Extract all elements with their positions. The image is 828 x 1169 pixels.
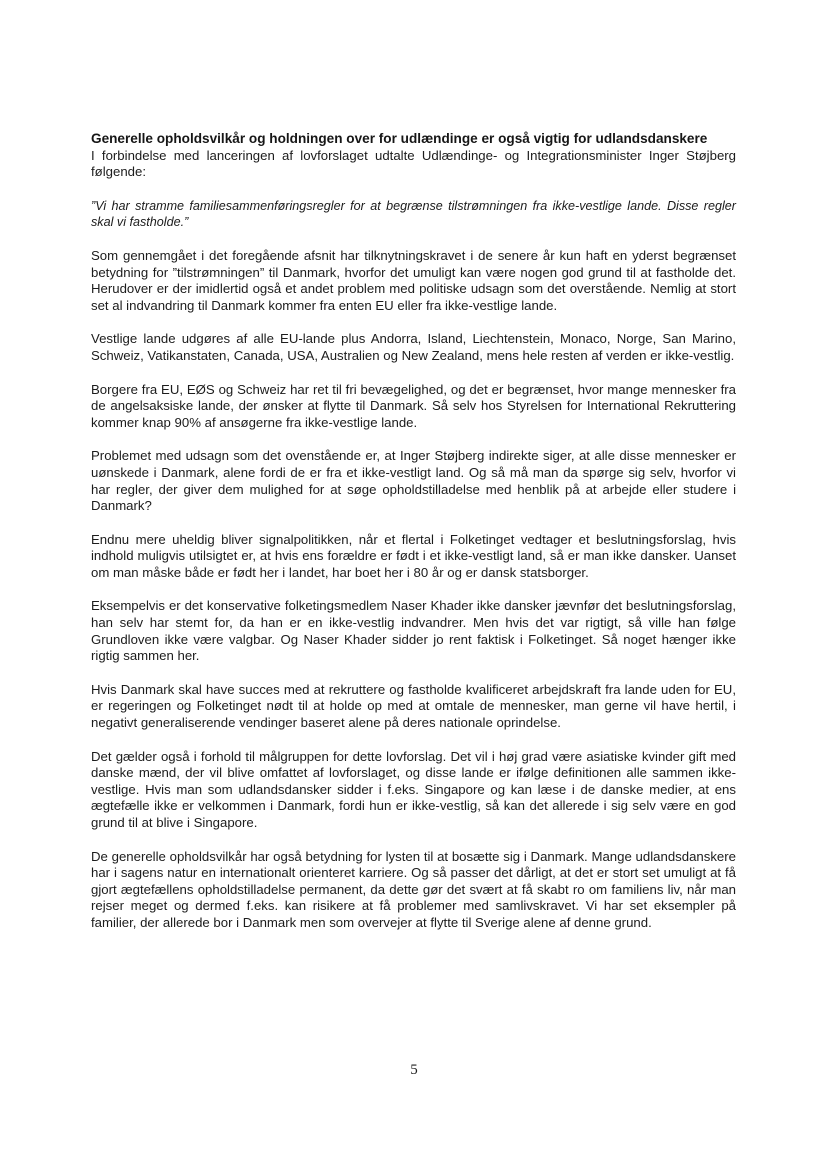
section-heading: Generelle opholdsvilkår og holdningen over for udlændinge er også vigtig for udlandsdanskere: [91, 131, 708, 146]
paragraph: Problemet med udsagn som det ovenstående er, at Inger Støjberg indirekte siger, at alle disse mennesker er uønskede i Danmark, alene fordi de er fra et ikke-vestligt land. Og så må man da spørge sig selv, hvorfor vi har regler, der giver dem mulighed for at søge opholdstilladelse med henblik på at arbejde eller studere i Danmark?: [91, 448, 736, 514]
page-number: 5: [410, 1062, 418, 1078]
paragraph-quote: ”Vi har stramme familiesammenføringsregler for at begrænse tilstrømningen fra ikke-vestlige lande. Disse regler skal vi fastholde.”: [91, 198, 736, 230]
paragraph: Endnu mere uheldig bliver signalpolitikken, når et flertal i Folketinget vedtager et beslutningsforslag, hvis indhold muligvis utilsigtet er, at hvis ens forældre er født i et ikke-vestligt land, så er man ikke dansker. Uanset om man måske både er født her i landet, har boet her i 80 år og er dansk statsborger.: [91, 531, 736, 580]
document-body: [91, 131, 736, 949]
paragraph-intro: I forbindelse med lanceringen af lovforslaget udtalte Udlændinge- og Integrationsminister Inger Støjberg følgende:: [91, 147, 736, 180]
paragraph: Det gælder også i forhold til målgruppen for dette lovforslag. Det vil i høj grad være asiatiske kvinder gift med danske mænd, der vil blive omfattet af lovforslaget, og disse lande er ifølge definitionen alle sammen ikke-vestlige. Hvis man som udlandsdansker sidder i f.eks. Singapore og kan læse i de danske medier, at ens ægtefælle ikke er velkommen i Danmark, fordi hun er ikke-vestlig, så kan det allerede i sig selv være en god grund til at blive i Singapore.: [91, 748, 736, 830]
paragraph: De generelle opholdsvilkår har også betydning for lysten til at bosætte sig i Danmark. Mange udlandsdanskere har i sagens natur en internationalt orienteret karriere. Og så passer det dårligt, at det er stort set umuligt at få gjort ægtefællens opholdstilladelse permanent, da dette gør det svært at få skabt ro om familiens liv, når man rejser meget og dermed f.eks. kan risikere at få problemer med samlivskravet. Vi har set eksempler på familier, der allerede bor i Danmark men som overvejer at flytte til Sverige alene af denne grund.: [91, 848, 736, 930]
paragraph: Hvis Danmark skal have succes med at rekruttere og fastholde kvalificeret arbejdskraft fra lande uden for EU, er regeringen og Folketinget nødt til at holde op med at omtale de mennesker, man gerne vil have hertil, i negativt generaliserende vendinger baseret alene på deres nationale oprindelse.: [91, 681, 736, 731]
paragraph: Eksempelvis er det konservative folketingsmedlem Naser Khader ikke dansker jævnfør det beslutningsforslag, han selv har stemt for, da han er en ikke-vestlig indvandrer. Men hvis det var rigtigt, så ville han følge Grundloven ikke være valgbar. Og Naser Khader sidder jo rent faktisk i Folketinget. Så noget hænger ikke rigtig sammen her.: [91, 598, 736, 664]
paragraph: Som gennemgået i det foregående afsnit har tilknytningskravet i de senere år kun haft en yderst begrænset betydning for ”tilstrømningen” til Danmark, hvorfor det umuligt kan være nogen god grund til at fastholde det. Herudover er der imidlertid også et andet problem med politiske udsagn som det overstående. Nemlig at stort set al indvandring til Danmark kommer fra enten EU eller fra ikke-vestlige lande.: [91, 247, 736, 313]
paragraph: Borgere fra EU, EØS og Schweiz har ret til fri bevægelighed, og det er begrænset, hvor mange mennesker fra de angelsaksiske lande, der ønsker at flytte til Danmark. Så selv hos Styrelsen for International Rekruttering kommer knap 90% af ansøgerne fra ikke-vestlige lande.: [91, 381, 736, 430]
paragraph: Vestlige lande udgøres af alle EU-lande plus Andorra, Island, Liechtenstein, Monaco, Norge, San Marino, Schweiz, Vatikanstaten, Canada, USA, Australien og New Zealand, mens hele resten af verden er ikke-vestlig.: [91, 331, 736, 363]
